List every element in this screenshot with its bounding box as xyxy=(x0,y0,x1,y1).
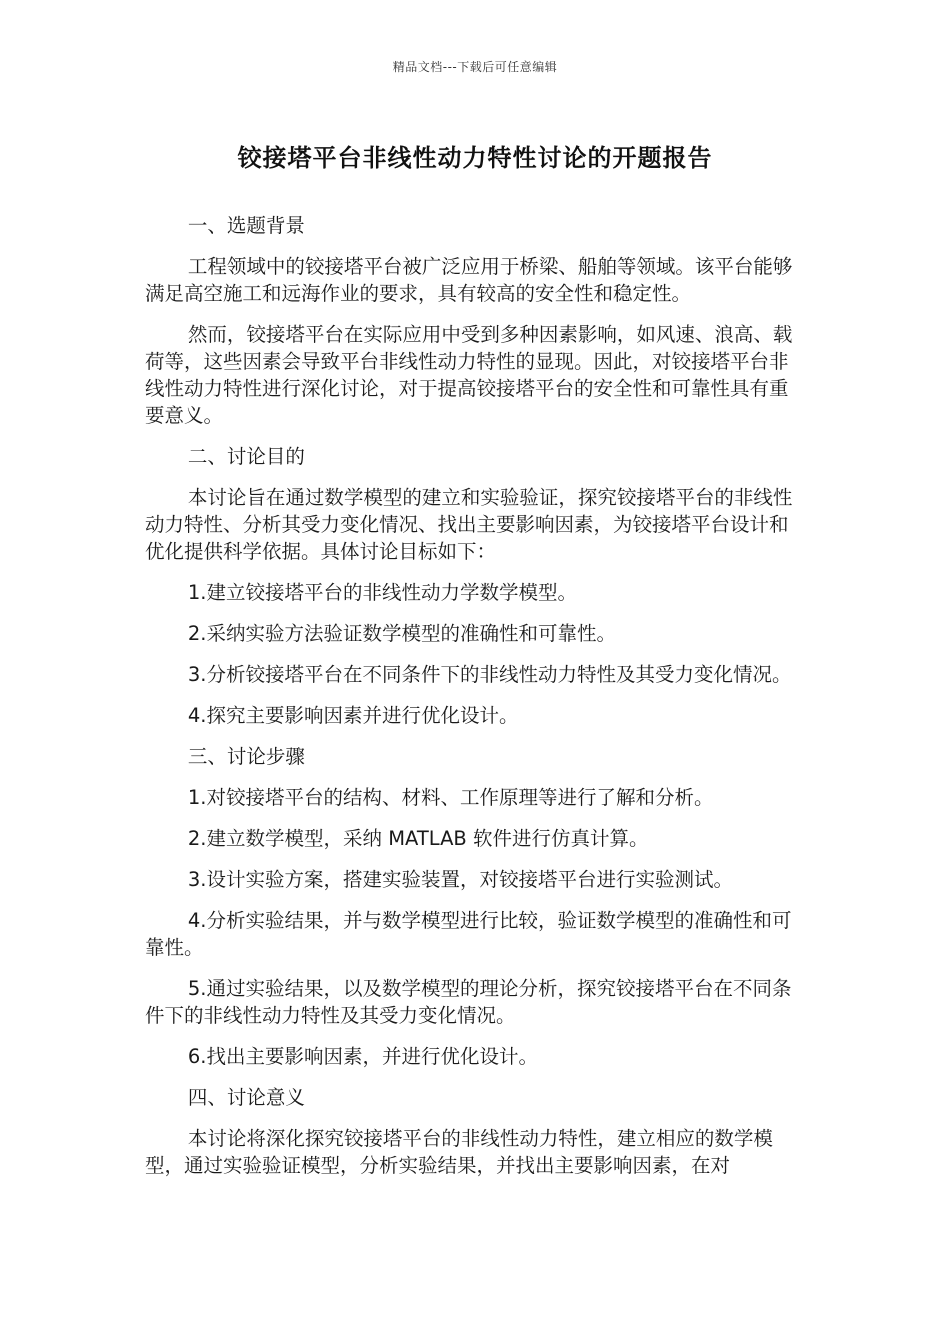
list-item: 2.建立数学模型，采纳 MATLAB 软件进行仿真计算。 xyxy=(187,827,649,850)
list-item: 2.采纳实验方法验证数学模型的准确性和可靠性。 xyxy=(187,622,616,645)
section-heading: 三、讨论步骤 xyxy=(187,745,305,768)
paragraph: 工程领域中的铰接塔平台被广泛应用于桥梁、船舶等领域。该平台能够满足高空施工和远海作业的要求，具有较高的安全性和稳定性。 xyxy=(145,255,793,305)
list-item: 1.建立铰接塔平台的非线性动力学数学模型。 xyxy=(187,581,577,604)
list-item: 3.设计实验方案，搭建实验装置，对铰接塔平台进行实验测试。 xyxy=(187,868,733,891)
list-item: 4.分析实验结果，并与数学模型进行比较，验证数学模型的准确性和可靠性。 xyxy=(145,909,792,959)
list-item: 6.找出主要影响因素，并进行优化设计。 xyxy=(187,1045,538,1068)
document-title: 铰接塔平台非线性动力特性讨论的开题报告 xyxy=(237,144,713,172)
list-item: 1.对铰接塔平台的结构、材料、工作原理等进行了解和分析。 xyxy=(187,786,714,809)
list-item: 5.通过实验结果，以及数学模型的理论分析，探究铰接塔平台在不同条件下的非线性动力特性及其受力变化情况。 xyxy=(145,977,792,1027)
section-heading: 四、讨论意义 xyxy=(187,1086,305,1109)
header-note: 精品文档---下载后可任意编辑 xyxy=(392,60,558,74)
section-heading: 二、讨论目的 xyxy=(187,445,305,468)
section-heading: 一、选题背景 xyxy=(187,214,305,237)
paragraph: 本讨论将深化探究铰接塔平台的非线性动力特性，建立相应的数学模型，通过实验验证模型，分析实验结果，并找出主要影响因素，在对 xyxy=(145,1127,773,1177)
document-body xyxy=(145,212,805,1193)
paragraph: 然而，铰接塔平台在实际应用中受到多种因素影响，如风速、浪高、载荷等，这些因素会导致平台非线性动力特性的显现。因此，对铰接塔平台非线性动力特性进行深化讨论，对于提高铰接塔平台的安全性和可靠性具有重要意义。 xyxy=(145,323,793,427)
paragraph: 本讨论旨在通过数学模型的建立和实验验证，探究铰接塔平台的非线性动力特性、分析其受力变化情况、找出主要影响因素，为铰接塔平台设计和优化提供科学依据。具体讨论目标如下： xyxy=(145,486,793,563)
list-item: 3.分析铰接塔平台在不同条件下的非线性动力特性及其受力变化情况。 xyxy=(187,663,792,686)
list-item: 4.探究主要影响因素并进行优化设计。 xyxy=(187,704,519,727)
